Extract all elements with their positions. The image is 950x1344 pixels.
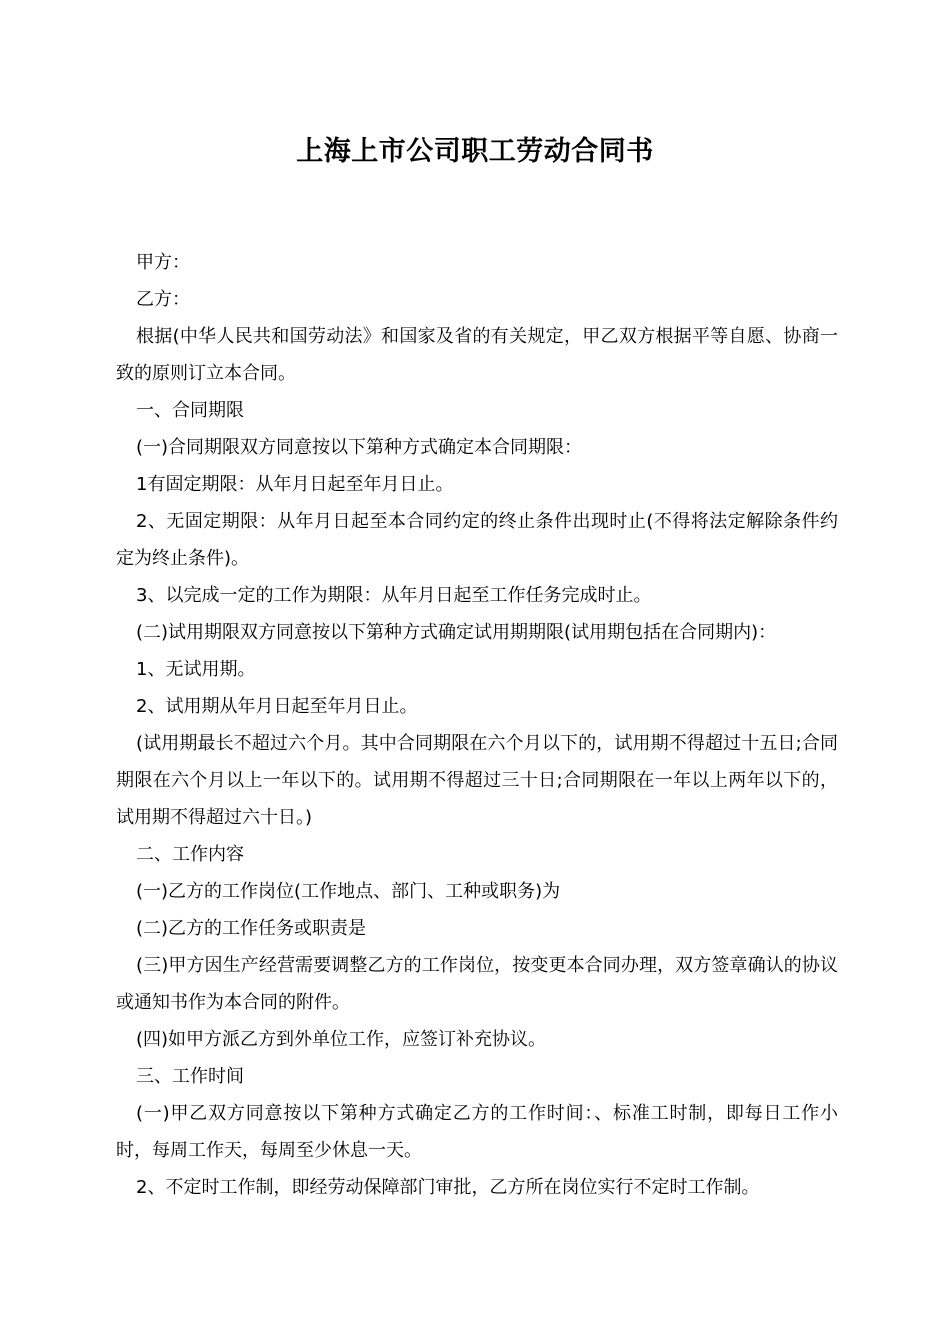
clause-paragraph: 2、无固定期限：从年月日起至本合同约定的终止条件出现时止(不得将法定解除条件约定为终止条件)。 <box>116 511 838 569</box>
preamble-paragraph: 根据(中华人民共和国劳动法》和国家及省的有关规定，甲乙双方根据平等自愿、协商一致的原则订立本合同。 <box>116 326 838 384</box>
clause-paragraph: 3、以完成一定的工作为期限：从年月日起至工作任务完成时止。 <box>136 585 652 606</box>
clause-paragraph: 2、试用期从年月日起至年月日止。 <box>136 696 418 717</box>
clause-paragraph: 2、不定时工作制，即经劳动保障部门审批，乙方所在岗位实行不定时工作制。 <box>136 1177 760 1198</box>
section-heading-work-content: 二、工作内容 <box>136 844 244 865</box>
clause-paragraph: (三)甲方因生产经营需要调整乙方的工作岗位，按变更本合同办理，双方签章确认的协议或通知书作为本合同的附件。 <box>116 955 838 1013</box>
clause-paragraph: (二)试用期限双方同意按以下第种方式确定试用期期限(试用期包括在合同期内)： <box>136 622 777 643</box>
section-heading-working-hours: 三、工作时间 <box>136 1066 244 1087</box>
clause-paragraph: (一)甲乙双方同意按以下第种方式确定乙方的工作时间：、标准工时制，即每日工作小时，每周工作天，每周至少休息一天。 <box>116 1103 838 1161</box>
clause-paragraph: (一)乙方的工作岗位(工作地点、部门、工种或职务)为 <box>136 881 561 902</box>
clause-paragraph: 1有固定期限：从年月日起至年月日止。 <box>136 474 454 495</box>
clause-paragraph: (一)合同期限双方同意按以下第种方式确定本合同期限： <box>136 437 583 458</box>
clause-paragraph: (二)乙方的工作任务或职责是 <box>136 918 367 939</box>
document-body <box>116 244 838 1206</box>
party-b-line: 乙方： <box>136 289 190 310</box>
party-a-line: 甲方： <box>136 252 190 273</box>
clause-paragraph: (四)如甲方派乙方到外单位工作，应签订补充协议。 <box>136 1029 547 1050</box>
clause-paragraph: 1、无试用期。 <box>136 659 256 680</box>
section-heading-contract-term: 一、合同期限 <box>136 400 244 421</box>
document-title: 上海上市公司职工劳动合同书 <box>296 136 654 167</box>
clause-note-paragraph: (试用期最长不超过六个月。其中合同期限在六个月以下的，试用期不得超过十五日;合同期限在六个月以上一年以下的。试用期不得超过三十日;合同期限在一年以上两年以下的，试用期不得超过六十日。) <box>116 733 838 828</box>
